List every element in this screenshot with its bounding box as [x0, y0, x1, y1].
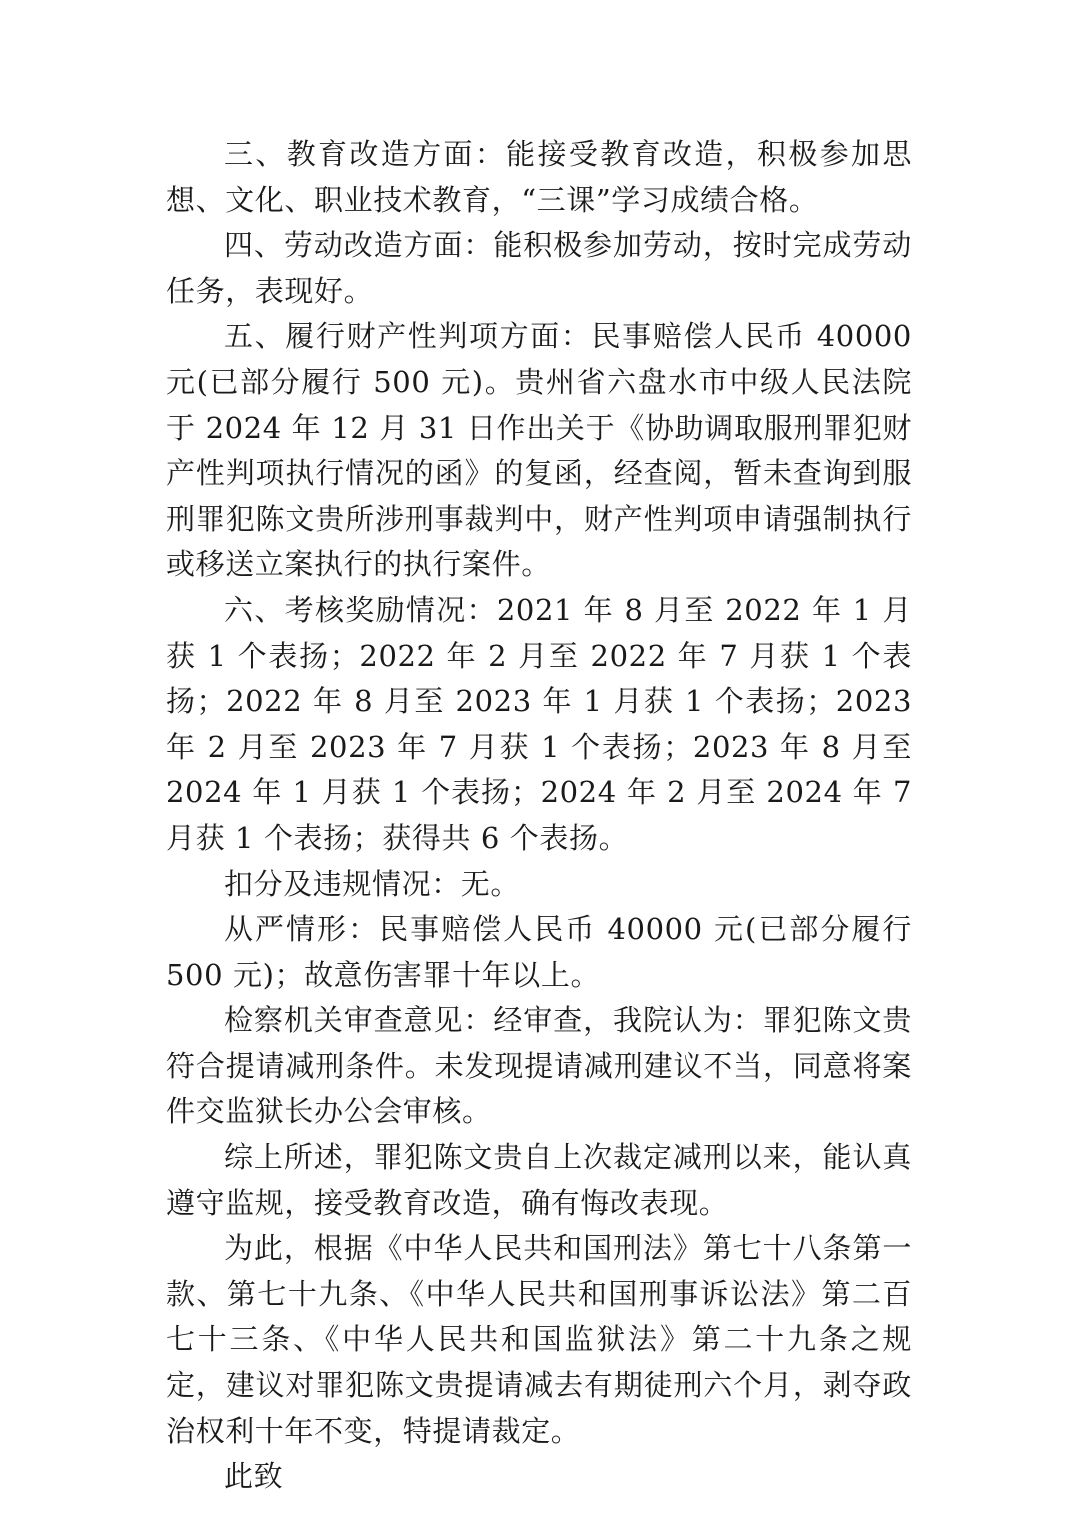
paragraph-labor-reform: 四、劳动改造方面：能积极参加劳动，按时完成劳动任务，表现好。 — [166, 228, 912, 308]
paragraph-education-reform: 三、教育改造方面：能接受教育改造，积极参加思想、文化、职业技术教育，“三课”学习成绩合格。 — [166, 137, 912, 217]
paragraph-closing: 此致 — [224, 1459, 284, 1494]
paragraph-recommendation: 为此，根据《中华人民共和国刑法》第七十八条第一款、第七十九条、《中华人民共和国刑事诉讼法》第二百七十三条、《中华人民共和国监狱法》第二十九条之规定，建议对罪犯陈文贵提请减去有期徒刑六个月，剥夺政治权利十年不变，特提请裁定。 — [166, 1231, 912, 1448]
paragraph-strict-circumstances: 从严情形：民事赔偿人民币 40000 元(已部分履行 500 元)；故意伤害罪十年以上。 — [166, 912, 912, 992]
paragraph-property-judgment: 五、履行财产性判项方面：民事赔偿人民币 40000 元(已部分履行 500 元)。贵州省六盘水市中级人民法院于 2024 年 12 月 31 日作出关于《协助调取服刑罪犯财产性判项执行情况的函》的复函，经查阅，暂未查询到服刑罪犯陈文贵所涉刑事裁判中，财产性判项申请强制执行或移送立案执行的执行案件。 — [166, 319, 912, 582]
paragraph-summary: 综上所述，罪犯陈文贵自上次裁定减刑以来，能认真遵守监规，接受教育改造，确有悔改表现。 — [166, 1140, 912, 1220]
paragraph-rewards: 六、考核奖励情况：2021 年 8 月至 2022 年 1 月获 1 个表扬；2022 年 2 月至 2022 年 7 月获 1 个表扬；2022 年 8 月至 2023 年 1 月获 1 个表扬；2023 年 2 月至 2023 年 7 月获 1 个表扬；2023 年 8 月至 2024 年 1 月获 1 个表扬；2024 年 2 月至 2024 年 7 月获 1 个表扬；获得共 6 个表扬。 — [166, 592, 912, 855]
paragraph-procuratorate-opinion: 检察机关审查意见：经审查，我院认为：罪犯陈文贵符合提请减刑条件。未发现提请减刑建议不当，同意将案件交监狱长办公会审核。 — [166, 1003, 912, 1129]
paragraph-violations: 扣分及违规情况：无。 — [224, 866, 521, 901]
document-body — [166, 132, 912, 1500]
